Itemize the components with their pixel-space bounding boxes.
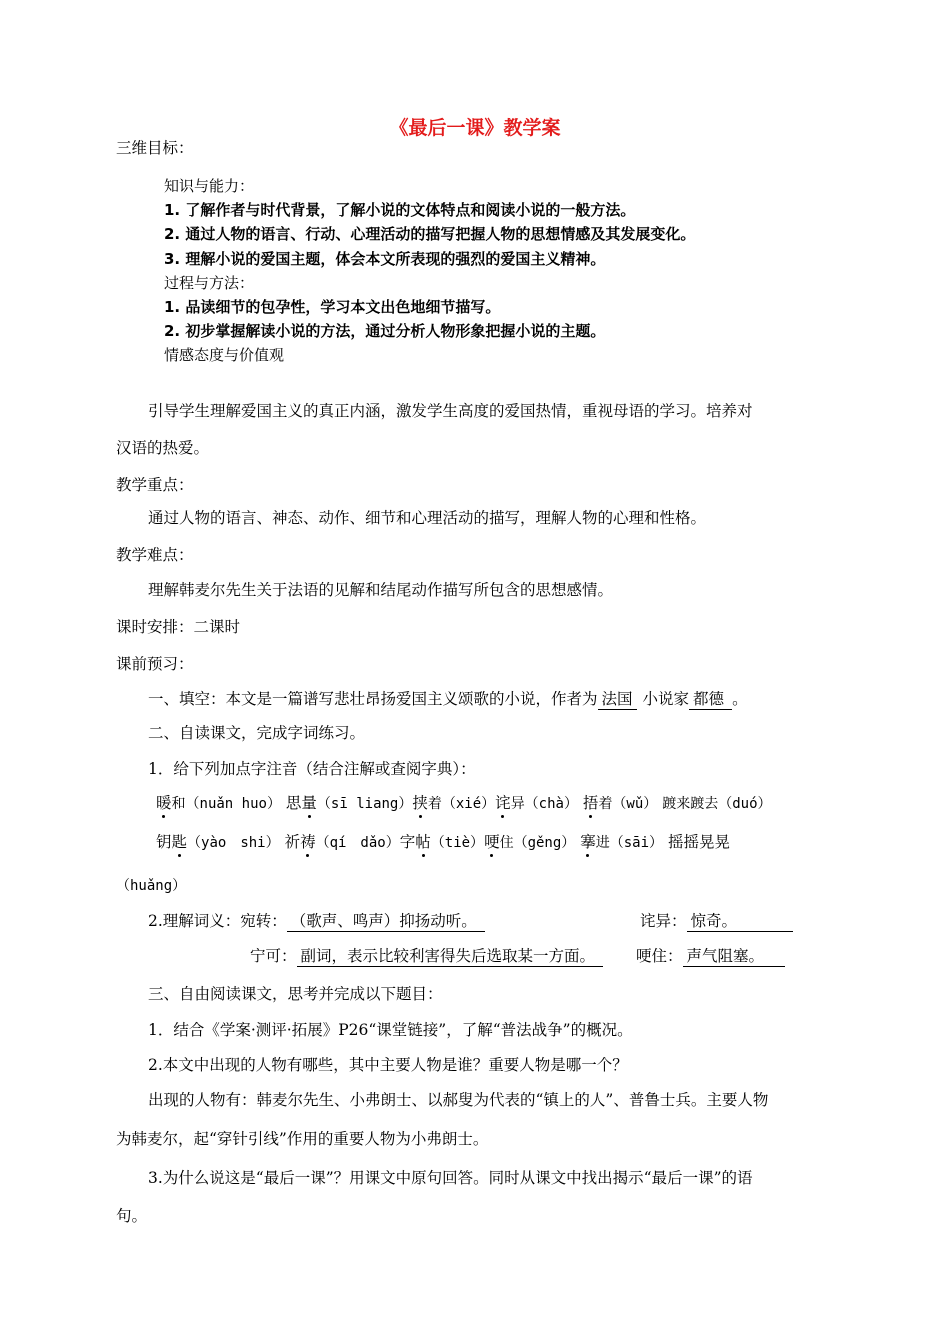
knowledge-heading: 知识与能力： [164,177,255,195]
key-points-heading: 教学重点： [116,476,194,494]
task3-question-3-line1: 3.为什么说这是“最后一课”？用课文中原句回答。同时从课文中找出揭示“最后一课”的语 [148,1169,753,1187]
preview-heading: 课前预习： [116,655,194,673]
vocab-line-2: 宁可： 副词，表示比较利害得失后选取某一方面。 [250,946,603,967]
author-answer: 都德 [689,689,732,710]
dotted-char: 捂 [582,794,599,812]
dotted-char: 暖 [156,794,172,812]
task3-question-1: 1．结合《学案·测评·拓展》P26“课堂链接”，了解“普法战争”的概况。 [148,1021,633,1039]
country-answer: 法国 [598,689,637,710]
document-title: 《最后一课》教学案 [389,117,561,139]
dotted-char: 诧 [495,794,511,812]
task3-heading: 三、自由阅读课文，思考并完成以下题目： [148,985,443,1003]
vocab-line-1: 2.理解词义：宛转： （歌声、鸣声）抑扬动听。 [148,911,485,932]
goals-block [164,174,804,368]
dotted-char: 挟 [412,794,428,812]
pinyin-row-1: 暖和（nuǎn huo） 思量（sī liang）挟着（xié）诧异（chà） 捂着（wǔ） 踱来踱去（duó） [156,794,772,812]
emotion-text-line1: 引导学生理解爱国主义的真正内涵，激发学生高度的爱国热情，重视母语的学习。培养对 [148,402,753,420]
dotted-char: 帖 [415,833,431,851]
vocab-line-2b: 哽住： 声气阻塞。 [636,946,785,967]
vocab-definition: 声气阻塞。 [683,946,785,967]
task3-question-3-line2: 句。 [116,1207,148,1225]
vocab-line-1b: 诧异： 惊奇。 [640,911,793,932]
dotted-char: 量 [301,794,317,812]
difficult-points-text: 理解韩麦尔先生关于法语的见解和结尾动作描写所包含的思想感情。 [148,581,614,599]
goals-heading: 三维目标： [116,139,194,157]
emotion-text-line2: 汉语的热爱。 [116,439,210,457]
pinyin-task: 1．给下列加点字注音（结合注解或查阅字典）： [148,760,476,778]
knowledge-item: 2. 通过人物的语言、行动、心理活动的描写把握人物的思想情感及其发展变化。 [164,225,696,244]
difficult-points-heading: 教学难点： [116,546,194,564]
pinyin-row-3: （huǎng） [116,878,187,894]
task3-answer-2-line2: 为韩麦尔，起“穿针引线”作用的重要人物为小弗朗士。 [116,1130,489,1148]
process-item: 2. 初步掌握解读小说的方法，通过分析人物形象把握小说的主题。 [164,322,606,341]
dotted-char: 搴 [580,833,596,851]
knowledge-item: 3. 理解小说的爱国主题，体会本文所表现的强烈的爱国主义精神。 [164,249,606,268]
dotted-char: 祷 [300,833,316,851]
process-item: 1. 品读细节的包孕性，学习本文出色地细节描写。 [164,298,501,317]
pinyin-row-2: 钥匙（yào shi） 祈祷（qí dǎo）字帖（tiè）哽住（gěng） 搴进（sāi） 摇摇晃晃 [156,833,730,851]
key-points-text: 通过人物的语言、神态、动作、细节和心理活动的描写，理解人物的心理和性格。 [148,509,707,527]
task3-question-2: 2.本文中出现的人物有哪些，其中主要人物是谁？重要人物是哪一个？ [148,1056,628,1074]
knowledge-item: 1. 了解作者与时代背景，了解小说的文体特点和阅读小说的一般方法。 [164,201,636,220]
vocab-definition: 惊奇。 [687,911,793,932]
fill-blank-line: 一、填空：本文是一篇谱写悲壮昂扬爱国主义颂歌的小说，作者为 法国 小说家 都德 。 [148,690,748,708]
vocab-definition: 副词，表示比较利害得失后选取某一方面。 [297,946,604,967]
process-heading: 过程与方法： [164,273,255,292]
self-read-instruction: 二、自读课文，完成字词练习。 [148,724,366,742]
emotion-heading: 情感态度与价值观 [164,346,285,365]
task3-answer-2-line1: 出现的人物有：韩麦尔先生、小弗朗士、以郝叟为代表的“镇上的人”、普鲁士兵。主要人物 [148,1091,769,1109]
dotted-char: 哽 [484,833,500,851]
dotted-char: 匙 [171,833,188,851]
vocab-definition: （歌声、鸣声）抑扬动听。 [287,911,485,932]
schedule-line: 课时安排：二课时 [116,618,241,636]
